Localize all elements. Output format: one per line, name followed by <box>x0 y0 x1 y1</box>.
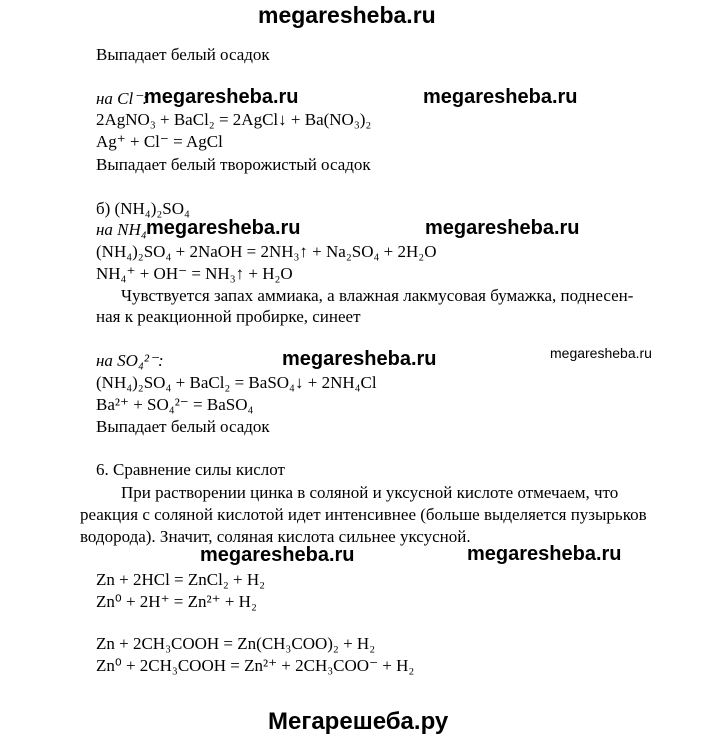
equation: Zn + 2CH₃COOH = Zn(CH₃COO)₂ + H₂ <box>96 634 376 653</box>
watermark: megaresheba.ru <box>144 86 299 108</box>
equation: (NH₄)₂SO₄ + 2NaOH = 2NH₃↑ + Na₂SO₄ + 2H₂O <box>96 242 437 261</box>
watermark: megaresheba.ru <box>425 217 580 239</box>
text-line: ная к реакционной пробирке, синеет <box>96 307 361 326</box>
text-line: Выпадает белый осадок <box>96 45 270 64</box>
text-line: При растворении цинка в соляной и уксусной кислоте отмечаем, что <box>121 483 619 502</box>
small-watermark: megaresheba.ru <box>550 345 652 361</box>
equation: Ag⁺ + Cl⁻ = AgCl <box>96 132 223 151</box>
text-line: Выпадает белый творожистый осадок <box>96 155 371 174</box>
equation: NH₄⁺ + OH⁻ = NH₃↑ + H₂O <box>96 264 293 283</box>
text-line: Чувствуется запах аммиака, а влажная лакмусовая бумажка, поднесен- <box>121 286 634 305</box>
equation: Zn + 2HCl = ZnCl₂ + H₂ <box>96 570 266 589</box>
bottom-watermark: Мегарешеба.ру <box>268 708 449 735</box>
watermark: megaresheba.ru <box>467 543 622 565</box>
ion-heading: на Cl⁻: <box>96 89 148 108</box>
section-heading: б) (NH₄)₂SO₄ <box>96 199 190 218</box>
equation: Zn⁰ + 2H⁺ = Zn²⁺ + H₂ <box>96 592 257 611</box>
text-line: реакция с соляной кислотой идет интенсивнее (больше выделяется пузырьков <box>80 505 647 524</box>
ion-heading: на NH₄ <box>96 220 147 239</box>
watermark: megaresheba.ru <box>282 348 437 370</box>
equation: 2AgNO₃ + BaCl₂ = 2AgCl↓ + Ba(NO₃)₂ <box>96 110 372 129</box>
equation: Ba²⁺ + SO₄²⁻ = BaSO₄ <box>96 395 254 414</box>
ion-heading: на SO₄²⁻: <box>96 351 164 370</box>
text-line: водорода). Значит, соляная кислота сильнее уксусной. <box>80 527 471 546</box>
equation: (NH₄)₂SO₄ + BaCl₂ = BaSO₄↓ + 2NH₄Cl <box>96 373 377 392</box>
watermark: megaresheba.ru <box>146 217 301 239</box>
section-heading: 6. Сравнение силы кислот <box>96 460 285 479</box>
text-line: Выпадает белый осадок <box>96 417 270 436</box>
top-watermark: megaresheba.ru <box>258 2 436 28</box>
equation: Zn⁰ + 2CH₃COOH = Zn²⁺ + 2CH₃COO⁻ + H₂ <box>96 656 415 675</box>
watermark: megaresheba.ru <box>423 86 578 108</box>
watermark: megaresheba.ru <box>200 544 355 566</box>
